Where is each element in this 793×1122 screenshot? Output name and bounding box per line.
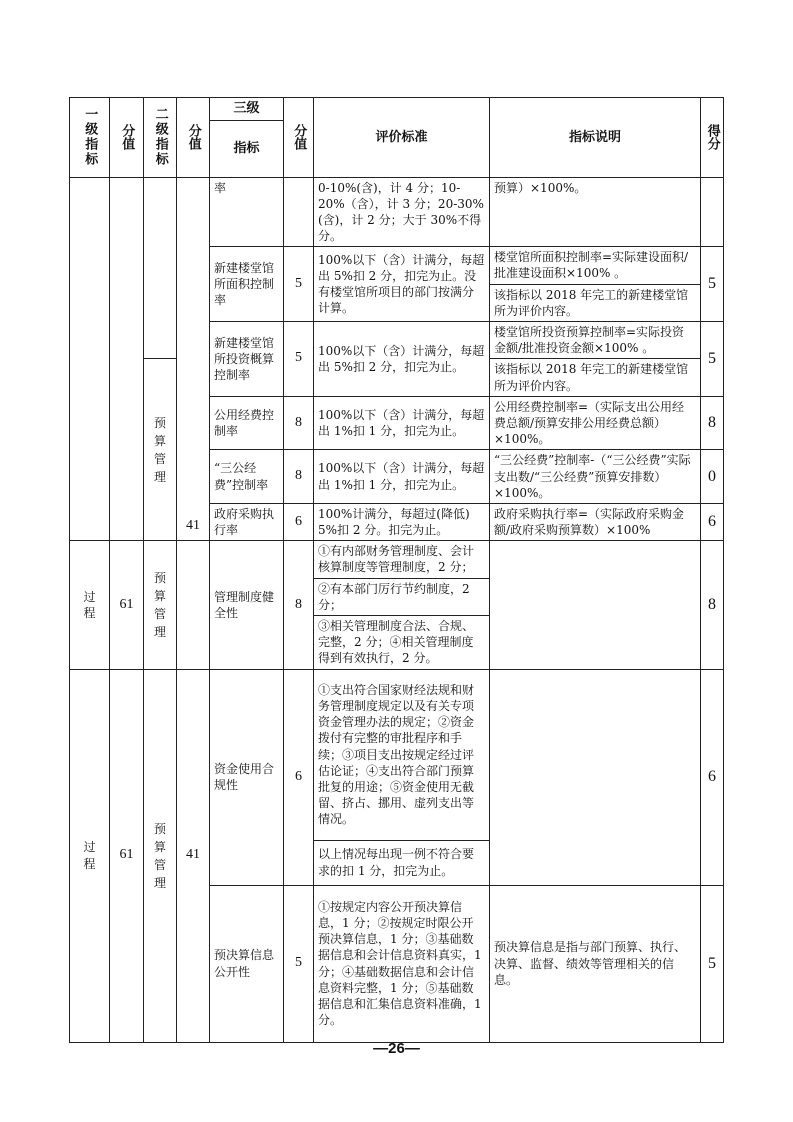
explanation-empty (490, 669, 701, 885)
l3-score (284, 177, 314, 247)
l3-name: 资金使用合规性 (210, 669, 284, 885)
l3-name: 管理制度健全性 (210, 541, 284, 669)
explanation: 政府采购执行率=（实际政府采购金额/政府采购预算数）×100% (490, 503, 701, 540)
l2-name: 预算管理 (144, 359, 177, 541)
earned: 5 (701, 885, 724, 1042)
header-l3-sub: 指标 (210, 120, 284, 177)
l3-score: 8 (284, 541, 314, 669)
earned: 6 (701, 503, 724, 540)
l1-name: 过程 (70, 669, 110, 1042)
l1-cell-empty (70, 177, 110, 541)
l3-score: 6 (284, 503, 314, 540)
l2-cell-empty (144, 177, 177, 359)
l2-score: 41 (177, 177, 210, 541)
l3-score: 5 (284, 322, 314, 397)
explanation-b: 该指标以 2018 年完工的新建楼堂馆所为评价内容。 (490, 359, 701, 396)
table-row (70, 669, 724, 840)
explanation: 公用经费控制率=（实际支出公用经费总额/预算安排公用经费总额）×100%。 (490, 396, 701, 450)
table-row (70, 177, 724, 247)
l3-name: 公用经费控制率 (210, 396, 284, 450)
explanation: 预决算信息是指与部门预算、执行、决算、监督、绩效等管理相关的信息。 (490, 885, 701, 1042)
header-l1: 一级指标 (70, 98, 110, 178)
l3-name: 新建楼堂馆所面积控制率 (210, 247, 284, 322)
header-l2: 二级指标 (144, 98, 177, 178)
l2-name: 预算管理 (144, 541, 177, 669)
earned: 8 (701, 541, 724, 669)
criteria-b: 以上情况每出现一例不符合要求的扣 1 分，扣完为止。 (314, 840, 490, 885)
l2-score-empty (177, 541, 210, 669)
earned: 5 (701, 322, 724, 397)
header-earned: 得分 (701, 98, 724, 178)
l1-name: 过程 (70, 541, 110, 669)
criteria: 100%以下（含）计满分，每超出 1%扣 1 分，扣完为止。 (314, 396, 490, 450)
explanation-empty (490, 541, 701, 669)
l3-name: 预决算信息公开性 (210, 885, 284, 1042)
earned (701, 177, 724, 247)
explanation-b: 该指标以 2018 年完工的新建楼堂馆所为评价内容。 (490, 284, 701, 321)
l1-score: 61 (110, 541, 144, 669)
criteria-c: ③相关管理制度合法、合规、完整，2 分；④相关管理制度得到有效执行，2 分。 (314, 616, 490, 670)
l3-name: “三公经费”控制率 (210, 450, 284, 504)
header-explanation: 指标说明 (490, 98, 701, 178)
criteria-a: ①支出符合国家财经法规和财务管理制度规定以及有关专项资金管理办法的规定；②资金拨付有完整的审批程序和手续；③项目支出按规定经过评估论证；④支出符合部门预算批复的用途；⑤资金使用无截留、挤占、挪用、虚列支出等情况。 (314, 669, 490, 840)
criteria: 100%以下（含）计满分，每超出 1%扣 1 分，扣完为止。 (314, 450, 490, 504)
explanation-a: 楼堂馆所面积控制率=实际建设面积/批准建设面积×100% 。 (490, 247, 701, 284)
earned: 6 (701, 669, 724, 885)
l1-score: 61 (110, 669, 144, 1042)
header-l3: 三级 (210, 98, 284, 121)
header-score3: 分值 (284, 98, 314, 178)
header-score1: 分值 (110, 98, 144, 178)
l3-name: 率 (210, 177, 284, 247)
criteria-b: ②有本部门厉行节约制度，2 分； (314, 578, 490, 615)
header-score2: 分值 (177, 98, 210, 178)
explanation: “三公经费”控制率-（“三公经费”实际支出数/“三公经费”预算安排数）×100%。 (490, 450, 701, 504)
l3-score: 8 (284, 450, 314, 504)
l3-score: 6 (284, 669, 314, 885)
criteria: ①按规定内容公开预决算信息，1 分；②按规定时限公开预决算信息，1 分；③基础数据信息和会计信息资料真实，1 分；④基础数据信息和会计信息资料完整，1 分；⑤基础数据信息和汇集信息资料准确，1 分。 (314, 885, 490, 1042)
earned: 8 (701, 396, 724, 450)
l1-score-empty (110, 177, 144, 541)
explanation-a: 楼堂馆所投资预算控制率=实际投资金额/批准投资金额×100% 。 (490, 322, 701, 359)
l3-name: 新建楼堂馆所投资概算控制率 (210, 322, 284, 397)
earned: 0 (701, 450, 724, 504)
criteria: 100%计满分，每超过(降低) 5%扣 2 分。扣完为止。 (314, 503, 490, 540)
table-row (70, 541, 724, 578)
l2-score: 41 (177, 669, 210, 1042)
page-number: —26— (373, 1040, 420, 1057)
l2-name: 预算管理 (144, 669, 177, 1042)
criteria: 100%以下（含）计满分，每超出 5%扣 2 分，扣完为止。没有楼堂馆所项目的部门按满分计算。 (314, 247, 490, 322)
header-row (70, 98, 724, 121)
evaluation-table (69, 97, 724, 1043)
criteria: 100%以下（含）计满分，每超出 5%扣 2 分，扣完为止。 (314, 322, 490, 397)
explanation: 预算）×100%。 (490, 177, 701, 247)
l3-name: 政府采购执行率 (210, 503, 284, 540)
earned: 5 (701, 247, 724, 322)
l3-score: 5 (284, 247, 314, 322)
criteria-a: ①有内部财务管理制度、会计核算制度等管理制度，2 分； (314, 541, 490, 578)
l3-score: 8 (284, 396, 314, 450)
l3-score: 5 (284, 885, 314, 1042)
header-criteria: 评价标准 (314, 98, 490, 178)
criteria: 0-10%(含)，计 4 分；10-20%（含），计 3 分；20-30%(含)，计 2 分；大于 30%不得分。 (314, 177, 490, 247)
